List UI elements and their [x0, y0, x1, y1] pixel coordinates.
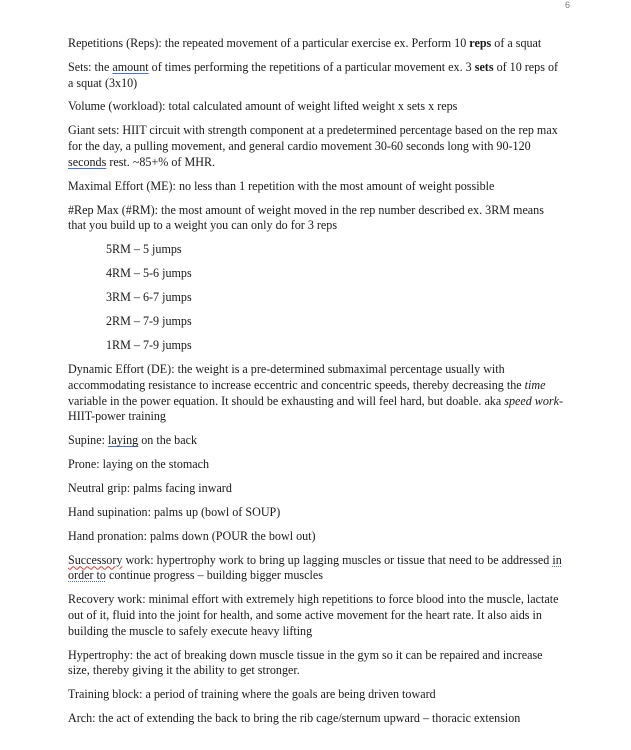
rm-item-3rm: 3RM – 6-7 jumps [106, 290, 192, 305]
definition-hand-pronation: Hand pronation: palms down (POUR the bowl out) [68, 528, 316, 543]
definition-recovery-work: Recovery work: minimal effort with extremely high repetitions to force blood into the muscle, lactate out of it, fluid into the joint for health, and some active movement for the heart rate. It also aids in building the muscle to safely execute heavy lifting [68, 592, 559, 638]
definition-successory-work: Successory work: hypertrophy work to bring up lagging muscles or tissue that need to be addressed in order to continue progress – building bigger muscles [68, 552, 562, 583]
definition-giant-sets: Giant sets: HIIT circuit with strength component at a predetermined percentage based on the rep max for the day, a pulling movement, and general cardio movement 30-60 seconds long with 90-120 seconds rest. ~85+% of MHR. [68, 123, 558, 169]
rm-item-1rm: 1RM – 7-9 jumps [106, 338, 192, 353]
definition-hand-supination: Hand supination: palms up (bowl of SOUP) [68, 504, 281, 519]
definition-neutral-grip: Neutral grip: palms facing inward [68, 480, 232, 495]
definition-sets: Sets: the amount of times performing the repetitions of a particular movement ex. 3 sets of 10 reps of a squat (3x10) [68, 59, 559, 90]
definition-volume: Volume (workload): total calculated amount of weight lifted weight x sets x reps [68, 99, 458, 114]
document-body [68, 36, 564, 735]
definition-rep-max: #Rep Max (#RM): the most amount of weight moved in the rep number described ex. 3RM means that you build up to a weight you can only do for 3 reps [68, 202, 544, 233]
rm-item-2rm: 2RM – 7-9 jumps [106, 314, 192, 329]
definition-dynamic-effort: Dynamic Effort (DE): the weight is a pre-determined submaximal percentage usually with accommodating resistance to increase eccentric and concentric speeds, thereby decreasing the time variable in the power equation. It should be exhausting and will feel hard, but doable. aka speed work-HIIT-power training [68, 362, 564, 424]
definition-prone: Prone: laying on the stomach [68, 457, 210, 472]
definition-training-block: Training block: a period of training where the goals are being driven toward [68, 687, 436, 702]
definition-supine: Supine: laying on the back [68, 433, 197, 448]
page-number: 6 [564, 0, 570, 10]
rm-item-5rm: 5RM – 5 jumps [106, 242, 182, 257]
definition-reps: Repetitions (Reps): the repeated movement of a particular exercise ex. Perform 10 reps of a squat [68, 36, 542, 50]
definition-arch: Arch: the act of extending the back to bring the rib cage/sternum upward – thoracic extension [68, 710, 521, 725]
definition-maximal-effort: Maximal Effort (ME): no less than 1 repetition with the most amount of weight possible [68, 178, 495, 193]
rm-item-4rm: 4RM – 5-6 jumps [106, 266, 192, 281]
definition-hypertrophy: Hypertrophy: the act of breaking down muscle tissue in the gym so it can be repaired and increase size, thereby giving it the ability to get stronger. [68, 647, 543, 678]
